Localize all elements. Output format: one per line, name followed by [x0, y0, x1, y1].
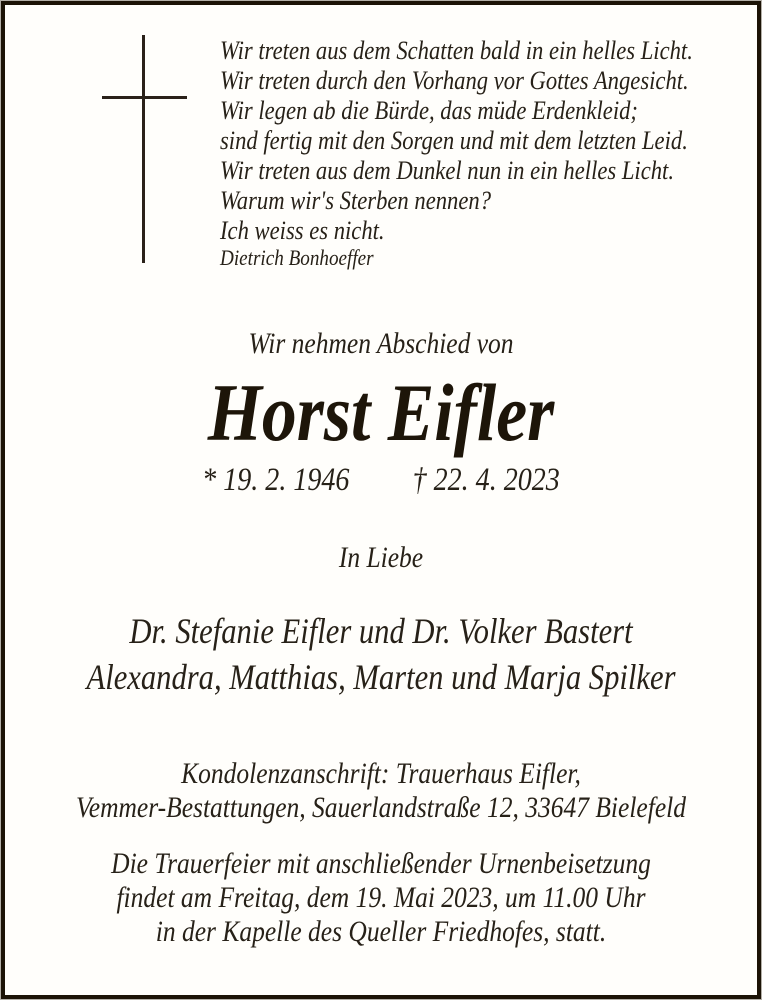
funeral-details: [57, 847, 705, 949]
poem-line: Ich weiss es nicht.: [220, 216, 385, 245]
death-date: † 22. 4. 2023: [412, 462, 560, 498]
funeral-line: findet am Freitag, dem 19. Mai 2023, um 11.00 Uhr: [116, 881, 646, 914]
life-dates: [57, 462, 705, 499]
cross-horizontal-bar: [102, 96, 187, 99]
mourners-line: Alexandra, Matthias, Marten und Marja Spilker: [86, 657, 676, 697]
birth-date: * 19. 2. 1946: [202, 462, 350, 498]
mourners-line: Dr. Stefanie Eifler und Dr. Volker Bastert: [129, 611, 633, 651]
closing-phrase: In Liebe: [338, 541, 424, 574]
condolence-line: Vemmer-Bestattungen, Sauerlandstraße 12, 33647 Bielefeld: [76, 791, 686, 824]
poem-line: Wir legen ab die Bürde, das müde Erdenkleid;: [220, 96, 638, 125]
deceased-name: Horst Eifler: [207, 367, 555, 458]
poem-line: Wir treten aus dem Dunkel nun in ein helles Licht.: [220, 156, 675, 185]
cross-vertical-bar: [142, 35, 145, 263]
farewell-intro: Wir nehmen Abschied von: [248, 327, 514, 360]
poem-line: sind fertig mit den Sorgen und mit dem letzten Leid.: [220, 126, 688, 155]
poem-line: Warum wir's Sterben nennen?: [220, 186, 492, 215]
funeral-line: in der Kapelle des Queller Friedhofes, statt.: [155, 915, 607, 948]
poem-line: Wir treten aus dem Schatten bald in ein helles Licht.: [220, 36, 693, 65]
funeral-line: Die Trauerfeier mit anschließender Urnenbeisetzung: [111, 847, 651, 880]
condolence-address: [57, 757, 705, 825]
poem-attribution: Dietrich Bonhoeffer: [220, 245, 374, 270]
mourners: [57, 608, 705, 700]
poem: [220, 36, 693, 246]
condolence-line: Kondolenzanschrift: Trauerhaus Eifler,: [181, 757, 581, 790]
poem-line: Wir treten durch den Vorhang vor Gottes Angesicht.: [220, 66, 689, 95]
